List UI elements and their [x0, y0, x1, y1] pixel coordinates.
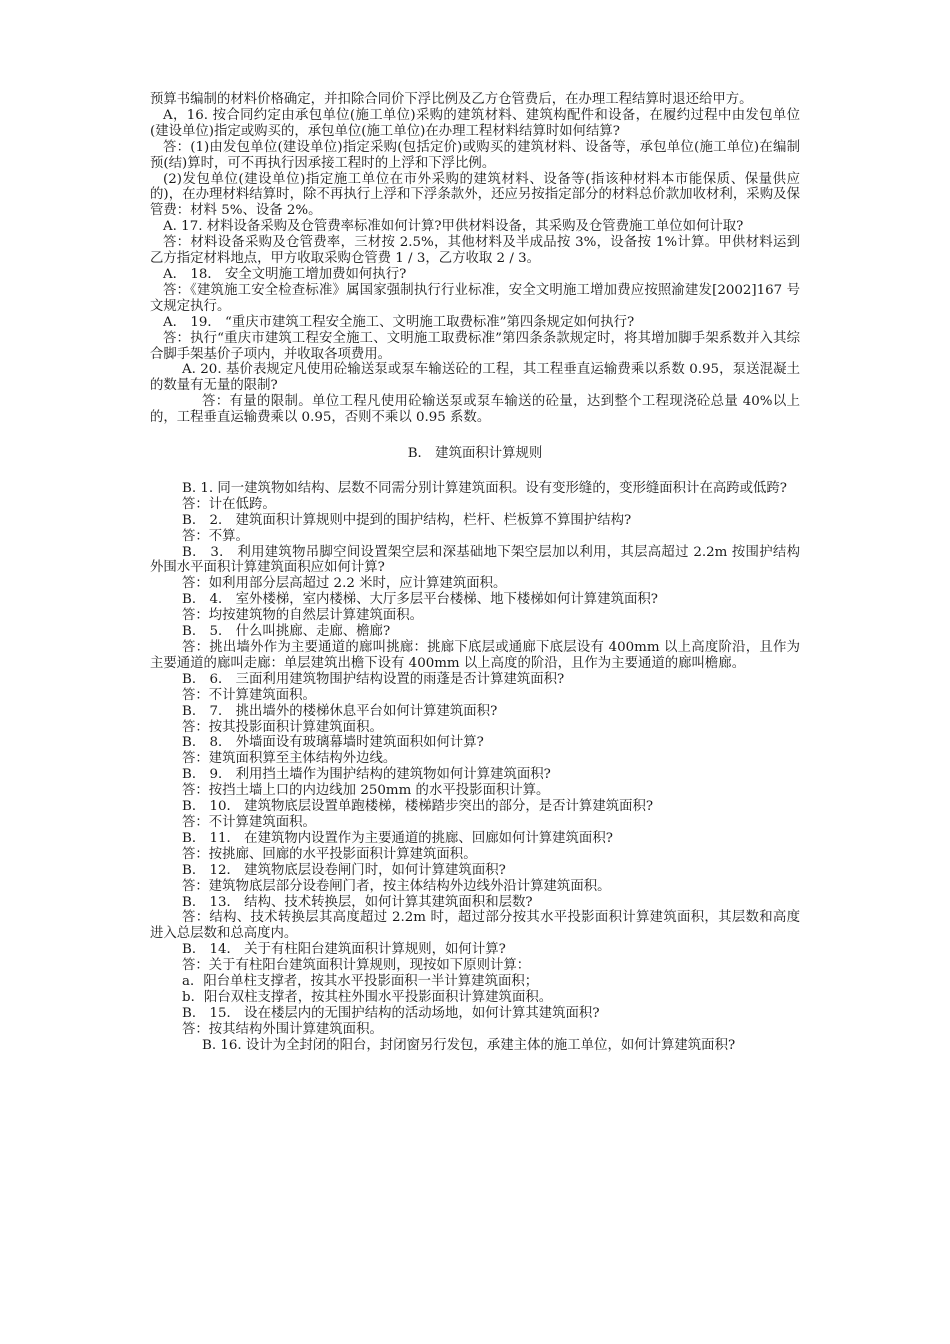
- answer-b14-b: b．阳台双柱支撑者，按其柱外围水平投影面积计算建筑面积。: [182, 989, 553, 1005]
- question-b6: B． 6． 三面利用建筑物围护结构设置的雨蓬是否计算建筑面积?: [182, 671, 565, 687]
- question-b16: B. 16. 设计为全封闭的阳台，封闭窗另行发包，承建主体的施工单位，如何计算建筑面积?: [202, 1037, 736, 1053]
- question-b3: B． 3． 利用建筑物吊脚空间设置架空层和深基础地下架空层加以利用，其层高超过 2.2m 按围护结构外围水平面积计算建筑面积应如何计算?: [150, 544, 800, 576]
- question-b13: B． 13． 结构、技术转换层，如何计算其建筑面积和层数?: [182, 894, 533, 910]
- answer-b9: 答：按挡土墙上口的内边线加 250mm 的水平投影面积计算。: [182, 783, 550, 799]
- answer-b7: 答：按其投影面积计算建筑面积。: [182, 719, 383, 735]
- question-b10: B． 10． 建筑物底层设置单跑楼梯，楼梯踏步突出的部分，是否计算建筑面积?: [182, 799, 654, 815]
- answer-b4: 答：均按建筑物的自然层计算建筑面积。: [182, 608, 424, 624]
- question-b11: B． 11． 在建筑物内设置作为主要通道的挑廊、回廊如何计算建筑面积?: [182, 830, 613, 846]
- answer-a17: 答：材料设备采购及仓管费率，三材按 2.5%，其他材料及半成品按 3%，设备按 1%计算。甲供材料运到乙方指定材料地点，甲方收取采购仓管费 1 / 3，乙方收取 2 / 3。: [150, 235, 800, 267]
- answer-a16-1: 答：(1)由发包单位(建设单位)指定采购(包括定价)或购买的建筑材料、设备等，承包单位(施工单位)在编制预(结)算时，可不再执行因承接工程时的上浮和下浮比例。: [150, 139, 800, 171]
- question-a20: A. 20. 基价表规定凡使用砼输送泵或泵车输送砼的工程，其工程垂直运输费乘以系数 0.95，泵送混凝土的数量有无量的限制?: [150, 362, 800, 394]
- answer-b6: 答：不计算建筑面积。: [182, 687, 316, 703]
- answer-b1: 答：计在低跨。: [182, 496, 276, 512]
- answer-b8: 答：建筑面积算至主体结构外边线。: [182, 751, 397, 767]
- question-a17: A. 17. 材料设备采购及仓管费率标准如何计算?甲供材料设备，其采购及仓管费施工单位如何计取?: [163, 219, 744, 235]
- answer-a19: 答：执行“重庆市建筑工程安全施工、文明施工取费标准”第四条条款规定时，将其增加脚手架系数并入其综合脚手架基价子项内，并收取各项费用。: [150, 330, 800, 362]
- answer-b12: 答：建筑物底层部分设卷闸门者，按主体结构外边线外沿计算建筑面积。: [182, 878, 611, 894]
- answer-b3: 答：如利用部分层高超过 2.2 米时，应计算建筑面积。: [182, 576, 507, 592]
- question-b1: B. 1. 同一建筑物如结构、层数不同需分别计算建筑面积。设有变形缝的，变形缝面积计在高跨或低跨?: [182, 480, 787, 496]
- question-b15: B． 15． 设在楼层内的无围护结构的活动场地，如何计算其建筑面积?: [182, 1005, 600, 1021]
- answer-a18: 答：《建筑施工安全检查标准》属国家强制执行行业标准，安全文明施工增加费应按照渝建发[2002]167 号文规定执行。: [150, 282, 800, 314]
- section-heading: B． 建筑面积计算规则: [407, 446, 543, 462]
- answer-b2: 答：不算。: [182, 528, 249, 544]
- answer-b10: 答：不计算建筑面积。: [182, 814, 316, 830]
- question-b14: B． 14． 关于有柱阳台建筑面积计算规则，如何计算?: [182, 942, 506, 958]
- question-b8: B． 8． 外墙面设有玻璃幕墙时建筑面积如何计算?: [182, 735, 484, 751]
- question-b4: B． 4． 室外楼梯，室内楼梯、大厅多层平台楼梯、地下楼梯如何计算建筑面积?: [182, 592, 658, 608]
- answer-b15: 答：按其结构外围计算建筑面积。: [182, 1021, 383, 1037]
- question-b2: B． 2． 建筑面积计算规则中提到的围护结构，栏杆、栏板算不算围护结构?: [182, 512, 632, 528]
- question-b9: B． 9． 利用挡土墙作为围护结构的建筑物如何计算建筑面积?: [182, 767, 551, 783]
- answer-a16-2: (2)发包单位(建设单位)指定施工单位在市外采购的建筑材料、设备等(指该种材料本市能保质、保量供应的)，在办理材料结算时，除不再执行上浮和下浮条款外，还应另按指定部分的材料总价款加收材利，采购及保管费：材料 5%、设备 2%。: [150, 171, 800, 219]
- question-a16: A，16. 按合同约定由承包单位(施工单位)采购的建筑材料、建筑构配件和设备，在履约过程中由发包单位(建设单位)指定或购买的，承包单位(施工单位)在办理工程材料结算时如何结算?: [150, 107, 800, 139]
- question-a18: A． 18． 安全文明施工增加费如何执行?: [163, 266, 407, 282]
- section-b-body: [150, 481, 800, 1054]
- answer-a20: 答：有量的限制。单位工程凡使用砼输送泵或泵车输送的砼量，达到整个工程现浇砼总量 40%以上的，工程垂直运输费乘以 0.95，否则不乘以 0.95 系数。: [150, 394, 800, 426]
- question-a19: A． 19． “重庆市建筑工程安全施工、文明施工取费标准”第四条规定如何执行?: [163, 314, 635, 330]
- answer-b14-a: a．阳台单柱支撑者，按其水平投影面积一半计算建筑面积；: [182, 974, 539, 990]
- question-b12: B． 12． 建筑物底层设卷闸门时，如何计算建筑面积?: [182, 862, 506, 878]
- question-b7: B． 7． 挑出墙外的楼梯休息平台如何计算建筑面积?: [182, 703, 498, 719]
- paragraph: 预算书编制的材料价格确定，并扣除合同价下浮比例及乙方仓管费后，在办理工程结算时退还给甲方。: [150, 92, 753, 107]
- answer-b5: 答：挑出墙外作为主要通道的廊叫挑廊：挑廊下底层或通廊下底层设有 400mm 以上高度阶沿，且作为主要通道的廊叫走廊：单层建筑出檐下设有 400mm 以上高度的阶沿，且作为主要通道的廊叫檐廊。: [150, 640, 800, 671]
- answer-b13: 答：结构、技术转换层其高度超过 2.2m 时，超过部分按其水平投影面积计算建筑面积，其层数和高度进入总层数和总高度内。: [150, 910, 800, 942]
- answer-b14: 答：关于有柱阳台建筑面积计算规则，现按如下原则计算：: [182, 958, 531, 974]
- question-b5: B． 5． 什么叫挑廊、走廊、檐廊?: [182, 624, 391, 640]
- section-a-body: [150, 92, 800, 426]
- answer-b11: 答：按挑廊、回廊的水平投影面积计算建筑面积。: [182, 846, 477, 862]
- document-page: [150, 92, 800, 1054]
